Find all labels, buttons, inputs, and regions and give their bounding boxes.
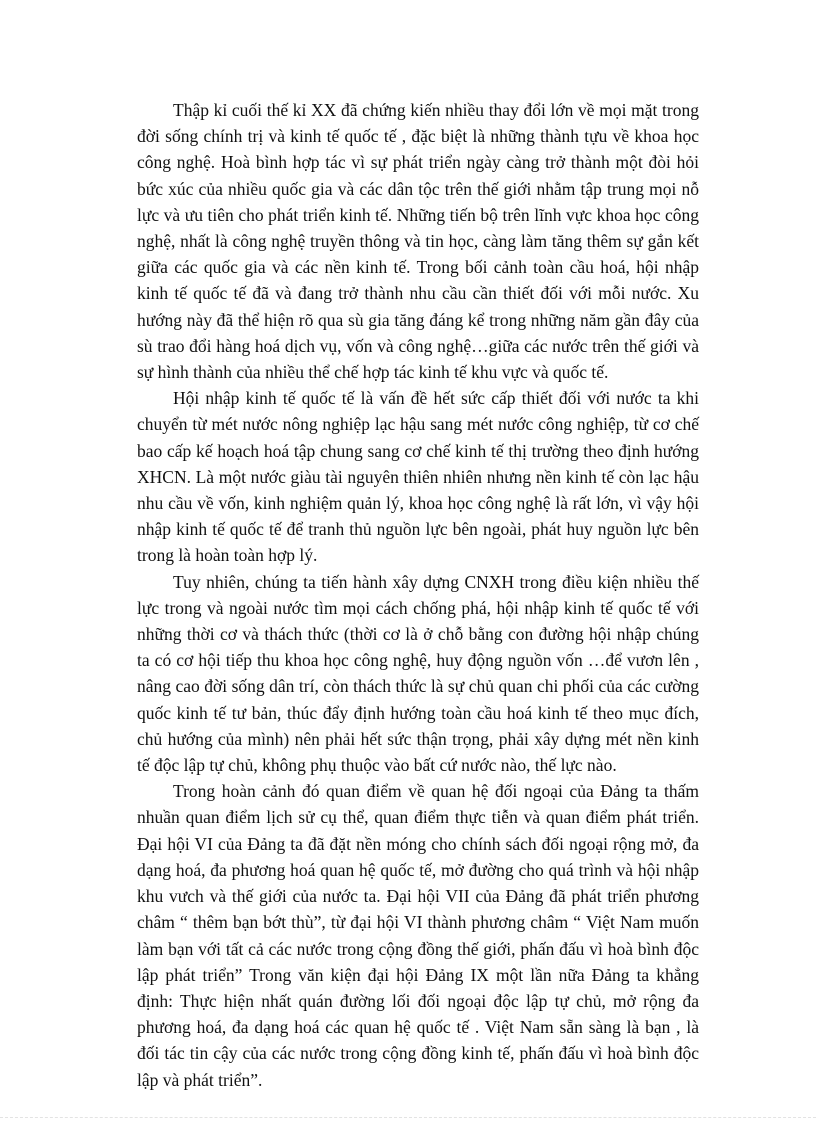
paragraph-3: Tuy nhiên, chúng ta tiến hành xây dựng CNXH trong điều kiện nhiều thế lực trong và ngoài nước tìm mọi cách chống phá, hội nhập kinh tế quốc tế với những thời cơ và thách thức (thời cơ là ở chỗ bằng con đường hội nhập chúng ta có cơ hội tiếp thu khoa học công nghệ, huy động nguồn vốn …để vươn lên , nâng cao đời sống dân trí, còn thách thức là sự chủ quan chi phối của các cường quốc kinh tế tư bản, thúc đẩy định hướng toàn cầu hoá kinh tế theo mục đích, chủ hướng của mình) nên phải hết sức thận trọng, phải xây dựng mét nền kinh tế độc lập tự chủ, không phụ thuộc vào bất cứ nước nào, thế lực nào. <box>137 571 699 776</box>
paragraph-4: Trong hoàn cảnh đó quan điểm về quan hệ đối ngoại của Đảng ta thấm nhuần quan điểm lịch sử cụ thể, quan điểm thực tiễn và quan điểm phát triển. Đại hội VI của Đảng ta đã đặt nền móng cho chính sách đối ngoại rộng mở, đa dạng hoá, đa phương hoá quan hệ quốc tế, mở đường cho quá trình và hội nhập khu vưch và thế giới của nước ta. Đại hội VII của Đảng đã phát triển phương châm “ thêm bạn bớt thù”, từ đại hội VI thành phương châm “ Việt Nam muốn làm bạn với tất cả các nước trong cộng đồng thế giới, phấn đấu vì hoà bình độc lập phát triển” Trong văn kiện đại hội Đảng IX một lần nữa Đảng ta khẳng định: Thực hiện nhất quán đường lối đối ngoại độc lập tự chủ, mở rộng đa phương hoá, đa dạng hoá các quan hệ quốc tế . Việt Nam sẵn sàng là bạn , là đối tác tin cậy của các nước trong cộng đồng kinh tế, phấn đấu vì hoà bình độc lập và phát triển”. <box>137 781 699 1090</box>
paragraph-1: Thập kỉ cuối thế kỉ XX đã chứng kiến nhiều thay đổi lớn về mọi mặt trong đời sống chính trị và kinh tế quốc tế , đặc biệt là những thành tựu về khoa học công nghệ. Hoà bình hợp tác vì sự phát triển ngày càng trở thành một đòi hỏi bức xúc của nhiều quốc gia và các dân tộc trên thế giới nhằm tập trung mọi nỗ lực và ưu tiên cho phát triển kinh tế. Những tiến bộ trên lĩnh vực khoa học công nghệ, nhất là công nghệ truyền thông và tin học, càng làm tăng thêm sự gắn kết giữa các quốc gia và các nền kinh tế. Trong bối cảnh toàn cầu hoá, hội nhập kinh tế quốc tế đã và đang trở thành nhu cầu cần thiết đối với mỗi nước. Xu hướng này đã thể hiện rõ qua sù gia tăng đáng kể trong những năm gần đây của sù trao đổi hàng hoá dịch vụ, vốn và công nghệ…giữa các nước trên thế giới và sự hình thành của nhiều thể chế hợp tác kinh tế khu vực và quốc tế. <box>137 100 699 383</box>
page-bottom-divider <box>0 1117 816 1118</box>
paragraph-2: Hội nhập kinh tế quốc tế là vấn đề hết sức cấp thiết đối với nước ta khi chuyển từ mét nước nông nghiệp lạc hậu sang mét nước công nghiệp, từ cơ chế bao cấp kế hoạch hoá tập chung sang cơ chế kinh tế thị trường theo định hướng XHCN. Là một nước giàu tài nguyên thiên nhiên nhưng nền kinh tế còn lạc hậu nhu cầu về vốn, kinh nghiệm quản lý, khoa học công nghệ là rất lớn, vì vậy hội nhập kinh tế quốc tế để tranh thủ nguồn lực bên ngoài, phát huy nguồn lực bên trong là hoàn toàn hợp lý. <box>137 388 699 566</box>
body-text <box>137 97 699 1093</box>
